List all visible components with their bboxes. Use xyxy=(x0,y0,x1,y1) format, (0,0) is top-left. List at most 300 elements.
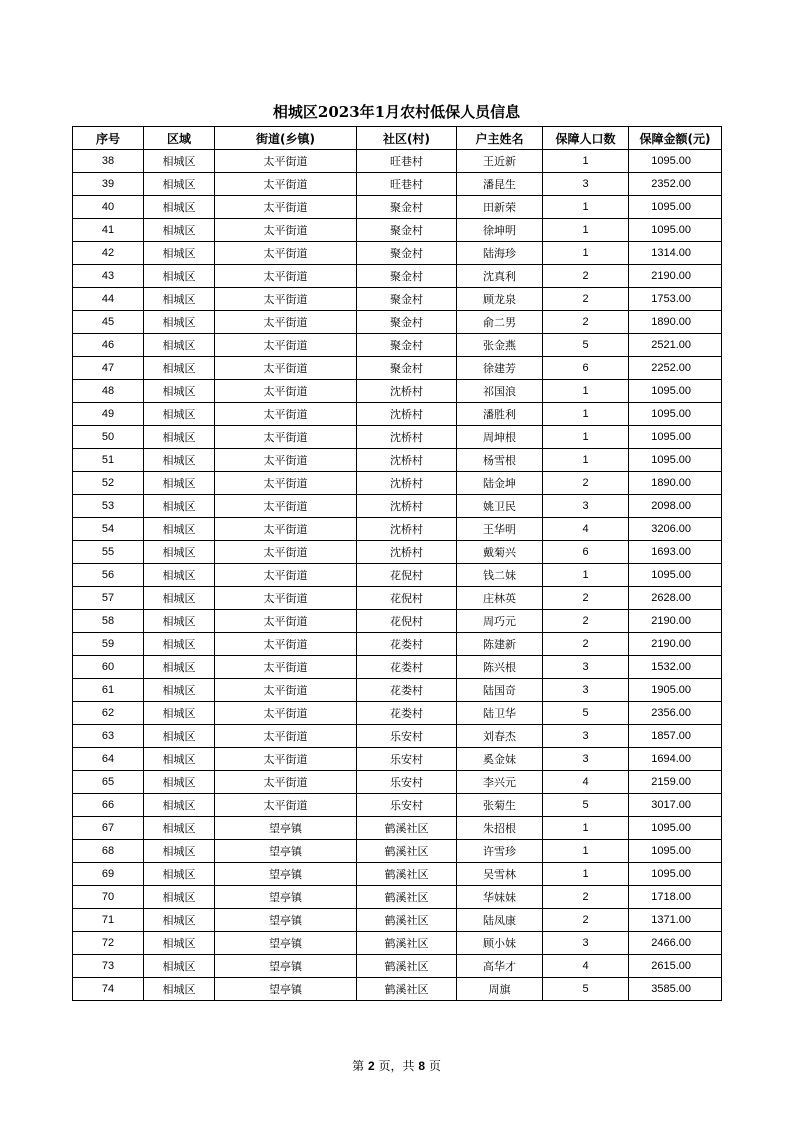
cell-area: 相城区 xyxy=(144,219,215,242)
cell-householder: 陆国奇 xyxy=(457,679,543,702)
cell-village: 乐安村 xyxy=(357,794,457,817)
cell-street: 太平街道 xyxy=(215,219,357,242)
table-row xyxy=(73,334,722,357)
cell-amount: 2159.00 xyxy=(629,771,722,794)
cell-street: 太平街道 xyxy=(215,541,357,564)
cell-area: 相城区 xyxy=(144,518,215,541)
cell-amount: 1890.00 xyxy=(629,311,722,334)
cell-population: 3 xyxy=(543,656,629,679)
cell-householder: 周巧元 xyxy=(457,610,543,633)
cell-index: 39 xyxy=(73,173,144,196)
cell-village: 鹤溪社区 xyxy=(357,909,457,932)
cell-index: 57 xyxy=(73,587,144,610)
cell-street: 太平街道 xyxy=(215,725,357,748)
cell-index: 52 xyxy=(73,472,144,495)
cell-area: 相城区 xyxy=(144,794,215,817)
cell-householder: 徐坤明 xyxy=(457,219,543,242)
table-row xyxy=(73,840,722,863)
cell-index: 64 xyxy=(73,748,144,771)
table-row xyxy=(73,265,722,288)
header-row xyxy=(73,127,722,150)
cell-area: 相城区 xyxy=(144,449,215,472)
cell-population: 1 xyxy=(543,840,629,863)
cell-amount: 1095.00 xyxy=(629,403,722,426)
table-row xyxy=(73,311,722,334)
cell-street: 太平街道 xyxy=(215,702,357,725)
table-row xyxy=(73,955,722,978)
cell-amount: 2098.00 xyxy=(629,495,722,518)
cell-village: 鹤溪社区 xyxy=(357,817,457,840)
cell-householder: 李兴元 xyxy=(457,771,543,794)
table-row xyxy=(73,242,722,265)
cell-population: 5 xyxy=(543,702,629,725)
cell-population: 3 xyxy=(543,679,629,702)
cell-village: 聚金村 xyxy=(357,242,457,265)
cell-householder: 沈真利 xyxy=(457,265,543,288)
table-row xyxy=(73,541,722,564)
cell-householder: 顾小妹 xyxy=(457,932,543,955)
cell-index: 42 xyxy=(73,242,144,265)
cell-village: 花倪村 xyxy=(357,587,457,610)
cell-index: 40 xyxy=(73,196,144,219)
cell-village: 鹤溪社区 xyxy=(357,932,457,955)
cell-area: 相城区 xyxy=(144,150,215,173)
cell-index: 47 xyxy=(73,357,144,380)
cell-village: 聚金村 xyxy=(357,219,457,242)
cell-village: 聚金村 xyxy=(357,288,457,311)
cell-index: 44 xyxy=(73,288,144,311)
cell-village: 花娄村 xyxy=(357,656,457,679)
cell-village: 花娄村 xyxy=(357,633,457,656)
table-row xyxy=(73,817,722,840)
table-row xyxy=(73,794,722,817)
roster-table xyxy=(72,126,722,1001)
table-row xyxy=(73,196,722,219)
cell-index: 38 xyxy=(73,150,144,173)
table-row xyxy=(73,288,722,311)
cell-index: 73 xyxy=(73,955,144,978)
footer-middle: 页，共 xyxy=(378,1059,415,1073)
cell-index: 53 xyxy=(73,495,144,518)
table-row xyxy=(73,725,722,748)
cell-amount: 1095.00 xyxy=(629,863,722,886)
cell-householder: 许雪珍 xyxy=(457,840,543,863)
cell-amount: 2466.00 xyxy=(629,932,722,955)
cell-street: 太平街道 xyxy=(215,518,357,541)
table-row xyxy=(73,610,722,633)
cell-village: 旺巷村 xyxy=(357,150,457,173)
cell-population: 1 xyxy=(543,817,629,840)
cell-index: 72 xyxy=(73,932,144,955)
cell-amount: 1857.00 xyxy=(629,725,722,748)
cell-population: 2 xyxy=(543,311,629,334)
cell-amount: 1371.00 xyxy=(629,909,722,932)
cell-area: 相城区 xyxy=(144,472,215,495)
cell-index: 45 xyxy=(73,311,144,334)
cell-amount: 1753.00 xyxy=(629,288,722,311)
cell-area: 相城区 xyxy=(144,265,215,288)
cell-street: 太平街道 xyxy=(215,311,357,334)
cell-area: 相城区 xyxy=(144,840,215,863)
cell-population: 2 xyxy=(543,886,629,909)
cell-index: 50 xyxy=(73,426,144,449)
cell-index: 46 xyxy=(73,334,144,357)
cell-population: 4 xyxy=(543,518,629,541)
cell-index: 71 xyxy=(73,909,144,932)
cell-householder: 陆金坤 xyxy=(457,472,543,495)
cell-amount: 3585.00 xyxy=(629,978,722,1001)
cell-village: 乐安村 xyxy=(357,771,457,794)
table-row xyxy=(73,173,722,196)
cell-street: 太平街道 xyxy=(215,265,357,288)
table-row xyxy=(73,863,722,886)
cell-street: 望亭镇 xyxy=(215,886,357,909)
column-header-area: 区域 xyxy=(144,127,215,150)
cell-street: 太平街道 xyxy=(215,173,357,196)
cell-amount: 2356.00 xyxy=(629,702,722,725)
table-row xyxy=(73,380,722,403)
cell-area: 相城区 xyxy=(144,932,215,955)
cell-amount: 1905.00 xyxy=(629,679,722,702)
cell-area: 相城区 xyxy=(144,541,215,564)
cell-amount: 1095.00 xyxy=(629,150,722,173)
cell-householder: 潘昆生 xyxy=(457,173,543,196)
cell-householder: 张菊生 xyxy=(457,794,543,817)
cell-area: 相城区 xyxy=(144,886,215,909)
cell-street: 太平街道 xyxy=(215,403,357,426)
table-row xyxy=(73,219,722,242)
cell-village: 聚金村 xyxy=(357,196,457,219)
cell-village: 旺巷村 xyxy=(357,173,457,196)
cell-amount: 1890.00 xyxy=(629,472,722,495)
cell-population: 1 xyxy=(543,242,629,265)
cell-amount: 1694.00 xyxy=(629,748,722,771)
cell-village: 沈桥村 xyxy=(357,472,457,495)
column-header-householder: 户主姓名 xyxy=(457,127,543,150)
cell-village: 花娄村 xyxy=(357,679,457,702)
cell-amount: 1095.00 xyxy=(629,196,722,219)
cell-index: 51 xyxy=(73,449,144,472)
cell-street: 太平街道 xyxy=(215,633,357,656)
cell-population: 5 xyxy=(543,794,629,817)
cell-area: 相城区 xyxy=(144,173,215,196)
cell-population: 4 xyxy=(543,771,629,794)
cell-amount: 1095.00 xyxy=(629,219,722,242)
cell-householder: 王近新 xyxy=(457,150,543,173)
cell-amount: 1095.00 xyxy=(629,426,722,449)
column-header-village: 社区(村) xyxy=(357,127,457,150)
cell-householder: 奚金妹 xyxy=(457,748,543,771)
cell-area: 相城区 xyxy=(144,748,215,771)
cell-householder: 王华明 xyxy=(457,518,543,541)
cell-street: 太平街道 xyxy=(215,426,357,449)
cell-population: 1 xyxy=(543,564,629,587)
cell-amount: 1095.00 xyxy=(629,564,722,587)
cell-population: 2 xyxy=(543,587,629,610)
cell-area: 相城区 xyxy=(144,311,215,334)
cell-village: 花倪村 xyxy=(357,610,457,633)
cell-householder: 周坤根 xyxy=(457,426,543,449)
cell-amount: 2352.00 xyxy=(629,173,722,196)
cell-population: 5 xyxy=(543,978,629,1001)
cell-index: 60 xyxy=(73,656,144,679)
cell-index: 56 xyxy=(73,564,144,587)
cell-population: 1 xyxy=(543,426,629,449)
cell-area: 相城区 xyxy=(144,380,215,403)
cell-street: 太平街道 xyxy=(215,748,357,771)
cell-village: 沈桥村 xyxy=(357,403,457,426)
cell-area: 相城区 xyxy=(144,978,215,1001)
cell-householder: 俞二男 xyxy=(457,311,543,334)
cell-area: 相城区 xyxy=(144,817,215,840)
cell-population: 3 xyxy=(543,748,629,771)
cell-street: 太平街道 xyxy=(215,357,357,380)
table-row xyxy=(73,564,722,587)
page-title: 相城区2023年1月农村低保人员信息 xyxy=(272,103,521,121)
cell-village: 鹤溪社区 xyxy=(357,886,457,909)
cell-street: 太平街道 xyxy=(215,242,357,265)
cell-area: 相城区 xyxy=(144,587,215,610)
cell-index: 74 xyxy=(73,978,144,1001)
cell-householder: 陈兴根 xyxy=(457,656,543,679)
cell-village: 花倪村 xyxy=(357,564,457,587)
table-row xyxy=(73,403,722,426)
cell-village: 乐安村 xyxy=(357,725,457,748)
cell-householder: 戴菊兴 xyxy=(457,541,543,564)
cell-householder: 钱二妹 xyxy=(457,564,543,587)
cell-householder: 姚卫民 xyxy=(457,495,543,518)
cell-householder: 张金燕 xyxy=(457,334,543,357)
cell-village: 花娄村 xyxy=(357,702,457,725)
table-row xyxy=(73,587,722,610)
table-row xyxy=(73,886,722,909)
cell-index: 63 xyxy=(73,725,144,748)
cell-index: 41 xyxy=(73,219,144,242)
cell-householder: 吴雪林 xyxy=(457,863,543,886)
cell-index: 49 xyxy=(73,403,144,426)
cell-index: 68 xyxy=(73,840,144,863)
cell-area: 相城区 xyxy=(144,725,215,748)
cell-index: 58 xyxy=(73,610,144,633)
cell-population: 4 xyxy=(543,955,629,978)
table-row xyxy=(73,702,722,725)
cell-index: 62 xyxy=(73,702,144,725)
cell-householder: 陆卫华 xyxy=(457,702,543,725)
table-row xyxy=(73,633,722,656)
cell-village: 鹤溪社区 xyxy=(357,978,457,1001)
table-row xyxy=(73,771,722,794)
footer-total-pages: 8 xyxy=(418,1059,426,1073)
cell-amount: 2628.00 xyxy=(629,587,722,610)
cell-area: 相城区 xyxy=(144,656,215,679)
cell-householder: 顾龙泉 xyxy=(457,288,543,311)
cell-index: 54 xyxy=(73,518,144,541)
cell-householder: 刘春杰 xyxy=(457,725,543,748)
cell-village: 鹤溪社区 xyxy=(357,840,457,863)
cell-population: 5 xyxy=(543,334,629,357)
cell-population: 1 xyxy=(543,150,629,173)
cell-area: 相城区 xyxy=(144,196,215,219)
page-footer xyxy=(0,1057,793,1074)
cell-amount: 1095.00 xyxy=(629,840,722,863)
cell-amount: 1095.00 xyxy=(629,817,722,840)
cell-street: 太平街道 xyxy=(215,610,357,633)
cell-village: 鹤溪社区 xyxy=(357,863,457,886)
cell-population: 2 xyxy=(543,909,629,932)
table-row xyxy=(73,449,722,472)
cell-amount: 2521.00 xyxy=(629,334,722,357)
cell-village: 聚金村 xyxy=(357,334,457,357)
cell-village: 沈桥村 xyxy=(357,380,457,403)
cell-index: 70 xyxy=(73,886,144,909)
cell-population: 6 xyxy=(543,357,629,380)
cell-index: 61 xyxy=(73,679,144,702)
cell-index: 59 xyxy=(73,633,144,656)
cell-street: 望亭镇 xyxy=(215,932,357,955)
cell-village: 乐安村 xyxy=(357,748,457,771)
cell-population: 2 xyxy=(543,472,629,495)
cell-village: 聚金村 xyxy=(357,311,457,334)
roster-body xyxy=(73,150,722,1001)
cell-amount: 2252.00 xyxy=(629,357,722,380)
table-row xyxy=(73,748,722,771)
cell-area: 相城区 xyxy=(144,242,215,265)
cell-population: 3 xyxy=(543,173,629,196)
cell-area: 相城区 xyxy=(144,610,215,633)
cell-index: 43 xyxy=(73,265,144,288)
cell-street: 太平街道 xyxy=(215,679,357,702)
cell-population: 3 xyxy=(543,725,629,748)
cell-amount: 1095.00 xyxy=(629,380,722,403)
cell-street: 太平街道 xyxy=(215,656,357,679)
cell-householder: 潘胜利 xyxy=(457,403,543,426)
table-row xyxy=(73,932,722,955)
table-row xyxy=(73,656,722,679)
cell-index: 65 xyxy=(73,771,144,794)
cell-street: 望亭镇 xyxy=(215,978,357,1001)
footer-prefix: 第 xyxy=(352,1059,365,1073)
table-row xyxy=(73,978,722,1001)
cell-householder: 徐建芳 xyxy=(457,357,543,380)
cell-amount: 2190.00 xyxy=(629,633,722,656)
cell-street: 太平街道 xyxy=(215,587,357,610)
cell-amount: 1693.00 xyxy=(629,541,722,564)
table-row xyxy=(73,679,722,702)
cell-amount: 1718.00 xyxy=(629,886,722,909)
cell-street: 太平街道 xyxy=(215,196,357,219)
cell-amount: 3206.00 xyxy=(629,518,722,541)
cell-population: 1 xyxy=(543,449,629,472)
cell-index: 66 xyxy=(73,794,144,817)
cell-population: 2 xyxy=(543,288,629,311)
cell-area: 相城区 xyxy=(144,564,215,587)
cell-population: 1 xyxy=(543,403,629,426)
cell-area: 相城区 xyxy=(144,909,215,932)
cell-village: 聚金村 xyxy=(357,265,457,288)
footer-suffix: 页 xyxy=(428,1059,441,1073)
cell-population: 2 xyxy=(543,633,629,656)
cell-street: 太平街道 xyxy=(215,288,357,311)
cell-street: 太平街道 xyxy=(215,472,357,495)
cell-amount: 2615.00 xyxy=(629,955,722,978)
cell-population: 1 xyxy=(543,380,629,403)
cell-population: 3 xyxy=(543,495,629,518)
cell-area: 相城区 xyxy=(144,288,215,311)
cell-street: 太平街道 xyxy=(215,495,357,518)
cell-population: 1 xyxy=(543,196,629,219)
cell-householder: 华妹妹 xyxy=(457,886,543,909)
cell-householder: 庄林英 xyxy=(457,587,543,610)
cell-amount: 3017.00 xyxy=(629,794,722,817)
table-row xyxy=(73,495,722,518)
cell-area: 相城区 xyxy=(144,334,215,357)
cell-amount: 2190.00 xyxy=(629,610,722,633)
table-row xyxy=(73,150,722,173)
table-row xyxy=(73,518,722,541)
cell-street: 望亭镇 xyxy=(215,955,357,978)
cell-index: 67 xyxy=(73,817,144,840)
cell-population: 1 xyxy=(543,219,629,242)
cell-population: 2 xyxy=(543,610,629,633)
cell-householder: 周旗 xyxy=(457,978,543,1001)
cell-area: 相城区 xyxy=(144,426,215,449)
cell-population: 2 xyxy=(543,265,629,288)
cell-street: 太平街道 xyxy=(215,150,357,173)
cell-village: 沈桥村 xyxy=(357,449,457,472)
cell-index: 55 xyxy=(73,541,144,564)
cell-street: 望亭镇 xyxy=(215,840,357,863)
cell-population: 3 xyxy=(543,932,629,955)
cell-area: 相城区 xyxy=(144,702,215,725)
cell-index: 69 xyxy=(73,863,144,886)
cell-amount: 1095.00 xyxy=(629,449,722,472)
cell-householder: 杨雪根 xyxy=(457,449,543,472)
cell-area: 相城区 xyxy=(144,633,215,656)
cell-population: 6 xyxy=(543,541,629,564)
cell-street: 太平街道 xyxy=(215,564,357,587)
cell-householder: 陆海珍 xyxy=(457,242,543,265)
cell-street: 望亭镇 xyxy=(215,863,357,886)
cell-street: 望亭镇 xyxy=(215,909,357,932)
cell-population: 1 xyxy=(543,863,629,886)
cell-street: 太平街道 xyxy=(215,794,357,817)
cell-householder: 祁国浪 xyxy=(457,380,543,403)
table-row xyxy=(73,472,722,495)
cell-village: 沈桥村 xyxy=(357,426,457,449)
cell-street: 望亭镇 xyxy=(215,817,357,840)
table-row xyxy=(73,357,722,380)
cell-street: 太平街道 xyxy=(215,380,357,403)
cell-householder: 陈建新 xyxy=(457,633,543,656)
cell-area: 相城区 xyxy=(144,403,215,426)
column-header-index: 序号 xyxy=(73,127,144,150)
cell-street: 太平街道 xyxy=(215,771,357,794)
table-row xyxy=(73,909,722,932)
column-header-population: 保障人口数 xyxy=(543,127,629,150)
cell-area: 相城区 xyxy=(144,357,215,380)
cell-street: 太平街道 xyxy=(215,334,357,357)
cell-householder: 田新荣 xyxy=(457,196,543,219)
cell-village: 鹤溪社区 xyxy=(357,955,457,978)
cell-street: 太平街道 xyxy=(215,449,357,472)
cell-village: 沈桥村 xyxy=(357,541,457,564)
column-header-street: 街道(乡镇) xyxy=(215,127,357,150)
cell-householder: 朱招根 xyxy=(457,817,543,840)
cell-amount: 1532.00 xyxy=(629,656,722,679)
table-row xyxy=(73,426,722,449)
cell-area: 相城区 xyxy=(144,679,215,702)
cell-area: 相城区 xyxy=(144,495,215,518)
